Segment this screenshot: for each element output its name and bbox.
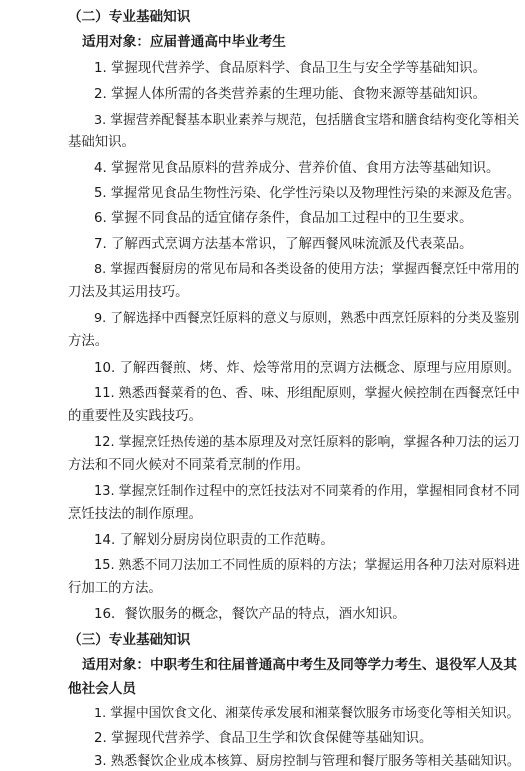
section-2-item-2: 2. 掌握人体所需的各类营养素的生理功能、食物来源等基础知识。	[94, 87, 486, 102]
section-2-item-7: 7. 了解西式烹调方法基本常识，了解西餐风味流派及代表菜品。	[94, 237, 473, 252]
section-2-heading: （二）专业基础知识	[68, 9, 191, 25]
section-2-item-5: 5. 掌握常见食品生物性污染、化学性污染以及物理性污染的来源及危害。	[94, 186, 521, 201]
section-2-item-12-cont: 方法和不同火候对不同菜肴烹制的作用。	[68, 458, 310, 473]
section-2-item-13-cont: 烹饪技法的制作原理。	[68, 507, 202, 522]
section-2-item-3: 3. 掌握营养配餐基本职业素养与规范，包括膳食宝塔和膳食结构变化等相关	[94, 113, 520, 128]
section-2-item-16: 16．餐饮服务的概念，餐饮产品的特点，酒水知识。	[94, 607, 406, 622]
section-2-item-15-cont: 行加工的方法。	[68, 581, 162, 596]
section-2-item-14: 14. 了解划分厨房岗位职责的工作范畴。	[94, 533, 334, 548]
section-3-target-audience-cont: 他社会人员	[68, 681, 136, 697]
section-3-heading: （三）专业基础知识	[68, 632, 191, 648]
section-2-item-8-cont: 刀法及其运用技巧。	[68, 285, 189, 300]
section-3-item-3: 3. 熟悉餐饮企业成本核算、厨房控制与管理和餐厅服务等相关基础知识。	[94, 754, 521, 769]
section-2-item-11-cont: 的重要性及实践技巧。	[68, 409, 202, 424]
section-2-item-15: 15. 熟悉不同刀法加工不同性质的原料的方法；掌握运用各种刀法对原料进	[94, 558, 520, 573]
section-2-item-8: 8. 掌握西餐厨房的常见布局和各类设备的使用方法；掌握西餐烹饪中常用的	[94, 262, 520, 277]
section-2-item-9-cont: 方法。	[68, 334, 109, 349]
section-2-item-1: 1. 掌握现代营养学、食品原料学、食品卫生与安全学等基础知识。	[94, 61, 486, 76]
section-2-item-13: 13. 掌握烹饪制作过程中的烹饪技法对不同菜肴的作用，掌握相同食材不同	[94, 484, 520, 499]
section-2-item-9: 9. 了解选择中西餐烹饪原料的意义与原则，熟悉中西烹饪原料的分类及鉴别	[94, 311, 520, 326]
section-2-item-3-cont: 基础知识。	[68, 135, 135, 150]
section-2-target-audience: 适用对象：应届普通高中毕业考生	[82, 34, 286, 50]
section-2-item-6: 6. 掌握不同食品的适宜储存条件，食品加工过程中的卫生要求。	[94, 211, 473, 226]
section-3-item-2: 2. 掌握现代营养学、食品卫生学和饮食保健等基础知识。	[94, 731, 433, 746]
section-3-item-1: 1. 掌握中国饮食文化、湘菜传承发展和湘菜餐饮服务市场变化等相关知识。	[94, 706, 520, 721]
section-2-item-11: 11. 熟悉西餐菜肴的色、香、味、形组配原则，掌握火候控制在西餐烹饪中	[94, 386, 520, 401]
section-2-item-4: 4. 掌握常见食品原料的营养成分、营养价值、食用方法等基础知识。	[94, 161, 500, 176]
section-2-item-10: 10. 了解西餐煎、烤、炸、烩等常用的烹调方法概念、原理与应用原则。	[94, 361, 521, 376]
section-3-target-audience: 适用对象：中职考生和往届普通高中考生及同等学力考生、退役军人及其	[82, 657, 517, 673]
section-2-item-12: 12. 掌握烹饪热传递的基本原理及对烹饪原料的影响，掌握各种刀法的运刀	[94, 435, 520, 450]
